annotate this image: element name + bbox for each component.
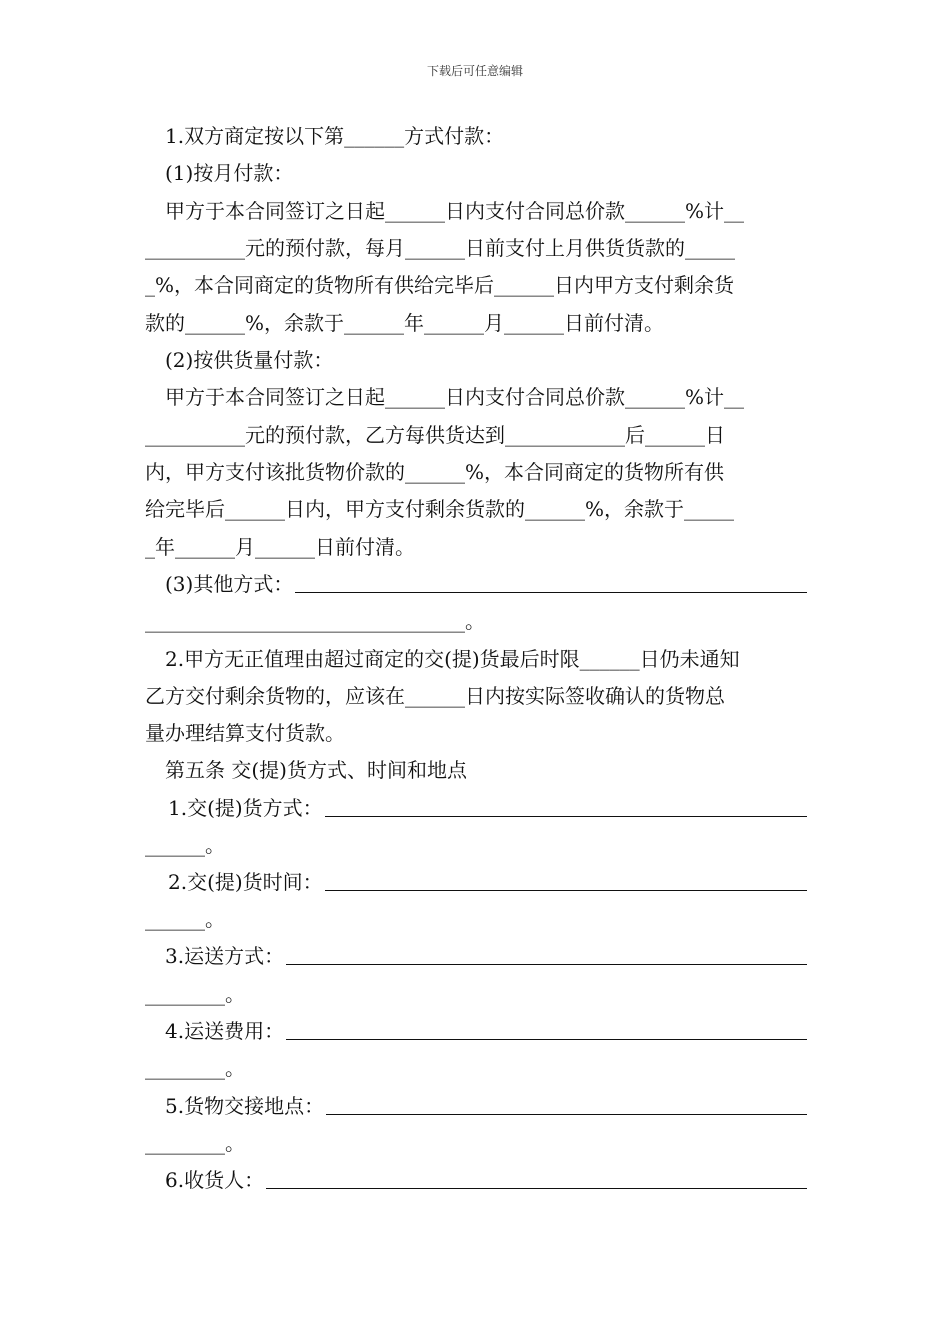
delivery-method-row xyxy=(168,794,807,822)
transport-cost-row xyxy=(165,1017,807,1045)
quantity-payment-text-2: __________元的预付款，乙方每供货达到____________后______日 xyxy=(145,423,725,447)
monthly-payment-text-2: __________元的预付款，每月______日前支付上月供货货款的_____ xyxy=(145,236,735,260)
handover-location-label: 5.货物交接地点： xyxy=(165,1094,325,1118)
transport-cost-blank xyxy=(286,1017,807,1040)
monthly-payment-text-4: 款的______%，余款于______年______月______日前付清。 xyxy=(145,311,665,335)
subheading-monthly-payment: (1)按月付款： xyxy=(165,161,294,185)
other-method-blank xyxy=(295,570,807,593)
delivery-method-label: 1.交(提)货方式： xyxy=(168,796,323,820)
quantity-payment-text-3: 内，甲方支付该批货物价款的______%，本合同商定的货物所有供 xyxy=(145,460,725,484)
transport-method-continuation: ________。 xyxy=(145,982,245,1006)
consignee-row xyxy=(165,1166,807,1194)
monthly-payment-text-1: 甲方于本合同签订之日起______日内支付合同总价款______%计__ xyxy=(165,199,745,223)
consignee-label: 6.收货人： xyxy=(165,1168,265,1192)
transport-method-row xyxy=(165,942,807,970)
delivery-time-continuation: ______。 xyxy=(145,907,225,931)
consignee-blank xyxy=(266,1166,807,1189)
transport-cost-continuation: ________。 xyxy=(145,1056,245,1080)
quantity-payment-text-1: 甲方于本合同签订之日起______日内支付合同总价款______%计__ xyxy=(165,385,745,409)
transport-method-label: 3.运送方式： xyxy=(165,944,285,968)
other-method-continuation: ________________________________。 xyxy=(145,609,485,633)
subheading-quantity-payment: (2)按供货量付款： xyxy=(165,348,334,372)
quantity-payment-text-5: _年______月______日前付清。 xyxy=(145,535,415,559)
delivery-time-label: 2.交(提)货时间： xyxy=(168,870,323,894)
delivery-time-row xyxy=(168,868,807,896)
page-header: 下载后可任意编辑 xyxy=(426,64,523,78)
article-five-heading: 第五条 交(提)货方式、时间和地点 xyxy=(165,758,467,782)
clause-settlement-1: 2.甲方无正值理由超过商定的交(提)货最后时限______日仍未通知 xyxy=(165,647,740,671)
other-method-label: (3)其他方式： xyxy=(165,572,294,596)
transport-method-blank xyxy=(286,942,807,965)
clause-settlement-2: 乙方交付剩余货物的，应该在______日内按实际签收确认的货物总 xyxy=(145,684,725,708)
delivery-time-blank xyxy=(325,868,807,891)
clause-settlement-3: 量办理结算支付货款。 xyxy=(145,721,345,745)
delivery-method-continuation: ______。 xyxy=(145,833,225,857)
delivery-method-blank xyxy=(325,794,807,817)
clause-payment-method: 1.双方商定按以下第______方式付款： xyxy=(165,124,505,148)
handover-location-continuation: ________。 xyxy=(145,1131,245,1155)
other-method-row xyxy=(165,570,807,598)
monthly-payment-text-3: _%，本合同商定的货物所有供给完毕后______日内甲方支付剩余货 xyxy=(145,273,735,297)
transport-cost-label: 4.运送费用： xyxy=(165,1019,285,1043)
quantity-payment-text-4: 给完毕后______日内，甲方支付剩余货款的______%，余款于_____ xyxy=(145,497,735,521)
handover-location-row xyxy=(165,1092,807,1120)
handover-location-blank xyxy=(326,1092,807,1115)
